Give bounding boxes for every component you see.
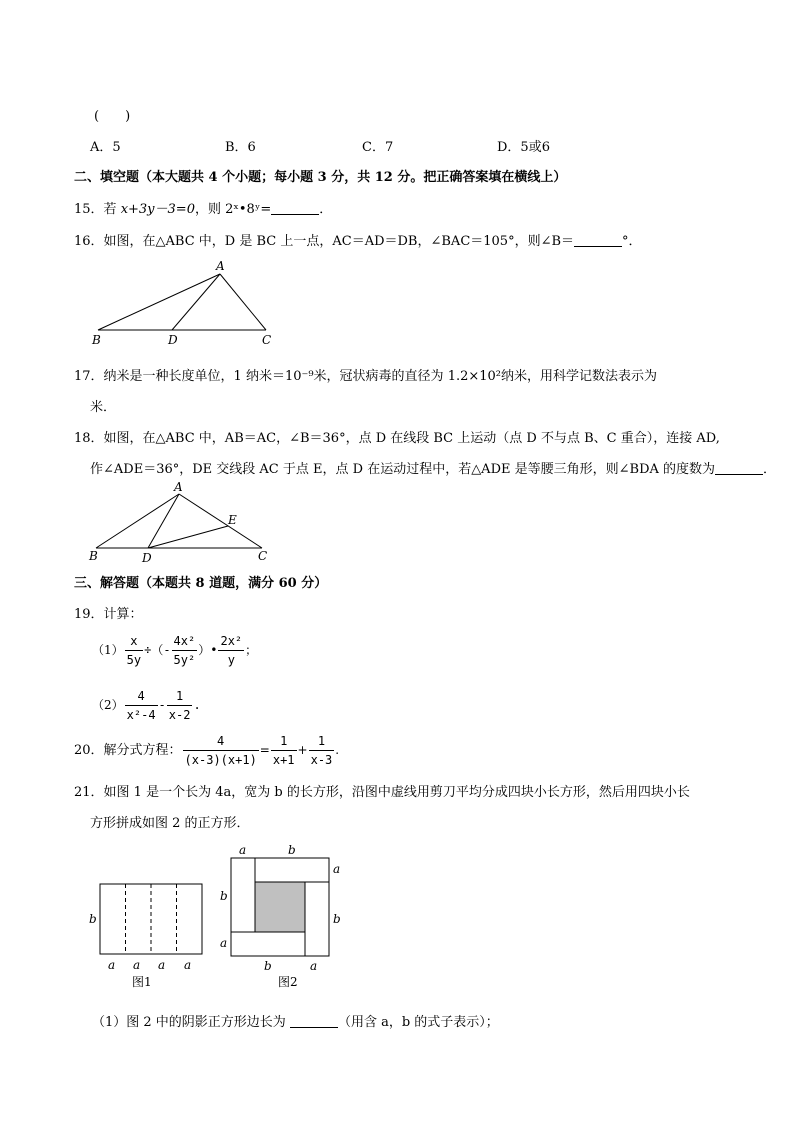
q16-label-d: D	[168, 333, 178, 347]
q18-label-b: B	[89, 549, 98, 563]
q16-label-b: B	[92, 333, 101, 347]
q18-segment-ac	[179, 494, 262, 548]
q20-label: 20．解分式方程：	[74, 743, 182, 758]
fraction	[183, 732, 259, 769]
q15-end: ．	[319, 202, 333, 217]
fraction	[218, 632, 244, 669]
denominator: x+1	[272, 753, 295, 767]
q21-sub1-text: （1）图 2 中的阴影正方形边长为	[92, 1015, 290, 1030]
q14-option-c: C．7	[362, 140, 394, 155]
q15	[74, 198, 332, 217]
q18-triangle-figure	[86, 480, 286, 564]
operator: ）•	[198, 643, 218, 657]
q18-end: ．	[763, 462, 777, 477]
q21-figure1	[84, 876, 214, 988]
q15-answer-blank[interactable]	[271, 202, 319, 215]
q21-figure2	[212, 840, 352, 990]
q16-segment-ac	[220, 274, 266, 330]
fraction	[125, 687, 158, 724]
q18-answer-blank[interactable]	[715, 462, 763, 475]
fig1-label-a: a	[184, 958, 192, 972]
numerator: 1	[271, 732, 297, 751]
denominator: 5y²	[173, 653, 196, 667]
q16-number: 16．	[74, 234, 104, 249]
punctuation: .	[335, 743, 340, 757]
fig1-caption: 图1	[132, 975, 152, 988]
numerator: 1	[167, 687, 193, 706]
fig2-label-a-bottom: a	[310, 959, 318, 973]
q20	[74, 732, 339, 769]
operator: +	[297, 743, 308, 757]
q18-line1: 18．如图，在△ABC 中，AB＝AC，∠B＝36°，点 D 在线段 BC 上运动（点 D 不与点 B、C 重合），连接 AD,	[74, 431, 720, 446]
operator: -	[158, 698, 166, 712]
q16-segment-ab	[98, 274, 220, 330]
fig2-label-b-right: b	[333, 912, 341, 926]
denominator: x²-4	[126, 708, 156, 722]
q21-sub1-answer-blank[interactable]	[290, 1015, 338, 1028]
q16-end: °．	[622, 234, 642, 249]
operator: ÷（-	[144, 643, 171, 657]
q16-label-a: A	[216, 259, 225, 273]
punctuation: ；	[245, 643, 258, 657]
q21-line2: 方形拼成如图 2 的正方形．	[90, 816, 250, 831]
q15-expression2: 2ˣ•8ʸ=	[225, 202, 272, 217]
q15-number: 15．	[74, 202, 104, 217]
numerator: 4	[183, 732, 259, 751]
q16-answer-blank[interactable]	[574, 234, 622, 247]
denominator: y	[227, 653, 235, 667]
fig2-shaded-square	[255, 882, 305, 932]
q16-segment-ad	[172, 274, 220, 330]
fig1-label-b: b	[89, 912, 97, 926]
fig2-caption: 图2	[278, 975, 298, 989]
denominator: (x-3)(x+1)	[184, 753, 257, 767]
q21-sub1-text2: （用含 a，b 的式子表示）；	[337, 1015, 499, 1030]
fraction	[309, 732, 335, 769]
q18-label-c: C	[258, 549, 268, 563]
q14-option-d: D．5或6	[497, 140, 550, 155]
q19-title: 19．计算：	[74, 607, 143, 622]
fig1-label-a: a	[133, 958, 141, 972]
punctuation: .	[193, 698, 201, 712]
q16-triangle-figure	[88, 258, 288, 348]
fig2-label-b-bottom: b	[264, 959, 272, 973]
denominator: 5y	[126, 653, 142, 667]
q15-text2: ，则	[194, 202, 226, 217]
fig2-label-a-left: a	[220, 936, 228, 950]
q19-part2-label: （2）	[92, 698, 124, 712]
q16	[74, 230, 642, 249]
section2-title: 二、填空题（本大题共 4 个小题；每小题 3 分，共 12 分。把正确答案填在横线上）	[74, 170, 567, 185]
q14-option-a: A．5	[90, 140, 121, 155]
q17-line1: 17．纳米是一种长度单位，1 纳米＝10⁻⁹米，冠状病毒的直径为 1.2×10²纳米，用科学记数法表示为	[74, 369, 658, 384]
q19-part1-label: （1）	[92, 643, 124, 657]
q18-label-a: A	[174, 480, 183, 494]
q18-line2	[90, 458, 776, 477]
numerator: 1	[309, 732, 335, 751]
q18-label-d: D	[142, 551, 152, 564]
q16-text: 如图，在△ABC 中，D 是 BC 上一点，AC＝AD＝DB，∠BAC＝105°，则∠B＝	[103, 234, 575, 249]
fraction	[271, 732, 297, 769]
fig1-label-a: a	[158, 958, 166, 972]
numerator: 4	[125, 687, 158, 706]
fig2-label-b-left: b	[220, 889, 228, 903]
fig1-label-a: a	[108, 958, 116, 972]
q18-text: 作∠ADE＝36°，DE 交线段 AC 于点 E，点 D 在运动过程中，若△ADE 是等腰三角形，则∠BDA 的度数为	[90, 462, 716, 477]
denominator: x-3	[310, 753, 333, 767]
q18-label-e: E	[228, 513, 237, 527]
fig2-label-a-right: a	[333, 862, 341, 876]
q19-part2	[92, 687, 201, 724]
q21-line1: 21．如图 1 是一个长为 4a，宽为 b 的长方形，沿图中虚线用剪刀平均分成四块小长方形，然后用四块小长	[74, 785, 690, 800]
fig2-label-a-top: a	[239, 843, 247, 857]
q14-option-b: B．6	[225, 140, 256, 155]
q14-paren: ( )	[94, 109, 131, 124]
section3-title: 三、解答题（本题共 8 道题，满分 60 分）	[74, 576, 328, 591]
denominator: x-2	[168, 708, 191, 722]
q21-sub1	[92, 1011, 499, 1030]
q19-part1	[92, 632, 257, 669]
fraction	[172, 632, 198, 669]
q18-segment-ad	[148, 494, 179, 548]
q17-line2: 米．	[90, 400, 117, 415]
fig2-label-b-top: b	[288, 843, 296, 857]
operator: =	[259, 743, 270, 757]
q18-segment-de	[148, 526, 228, 548]
numerator: 2x²	[218, 632, 244, 651]
q15-text: 若	[103, 202, 121, 217]
fraction	[125, 632, 143, 669]
numerator: 4x²	[172, 632, 198, 651]
numerator: x	[125, 632, 143, 651]
fraction	[167, 687, 193, 724]
q15-expression: x+3y－3=0	[120, 202, 195, 217]
q18-segment-ab	[96, 494, 179, 548]
q16-label-c: C	[262, 333, 272, 347]
